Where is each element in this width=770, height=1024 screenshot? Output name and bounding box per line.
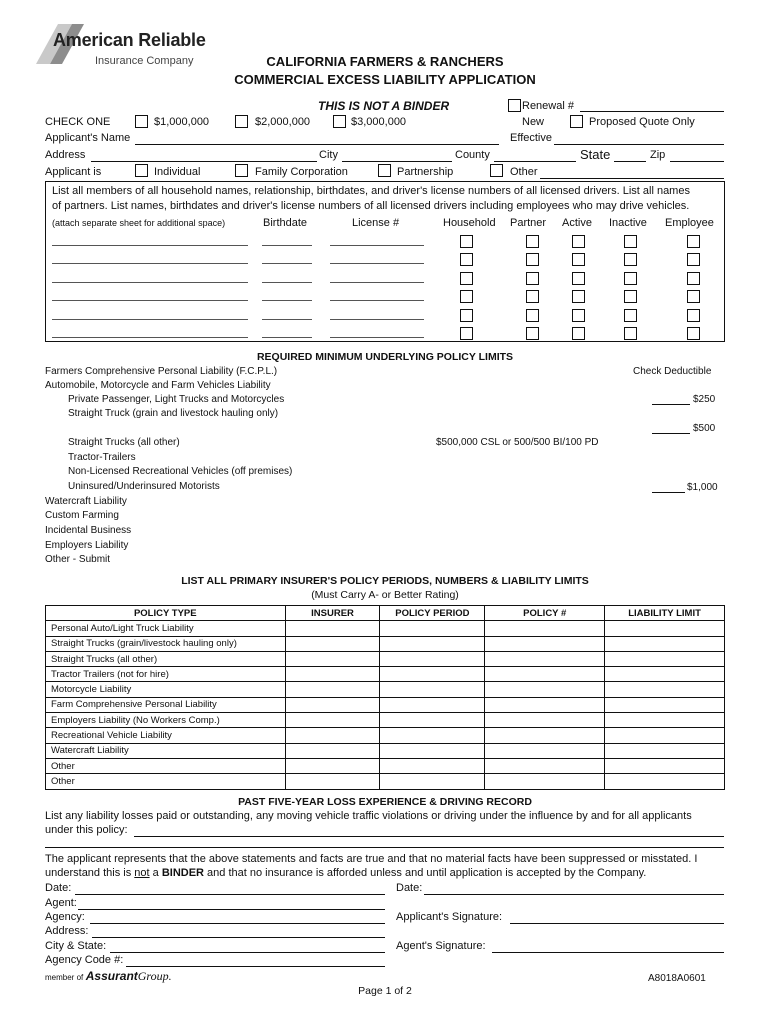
policy-period-cell[interactable]	[380, 697, 485, 712]
agent-field[interactable]	[78, 897, 385, 910]
uninsured-label: Uninsured/Underinsured Motorists	[68, 481, 220, 492]
applicant-name-field[interactable]	[135, 132, 499, 145]
insurer-cell[interactable]	[285, 697, 380, 712]
driver-household-checkbox[interactable]	[460, 235, 473, 248]
liability-limit-cell[interactable]	[605, 667, 725, 682]
agency-field[interactable]	[90, 911, 385, 924]
primary-subheading: (Must Carry A- or Better Rating)	[311, 589, 459, 601]
driver-active-checkbox[interactable]	[572, 327, 585, 340]
renewal-number-field[interactable]	[580, 99, 724, 112]
driver-birthdate-field[interactable]	[262, 282, 312, 283]
policy-type-cell: Straight Trucks (all other)	[46, 651, 286, 666]
city-state-field[interactable]	[110, 940, 385, 953]
liability-limit-cell[interactable]	[605, 651, 725, 666]
liability-limit-cell[interactable]	[605, 728, 725, 743]
applicant-name-label: Applicant's Name	[45, 132, 131, 144]
insurer-cell[interactable]	[285, 621, 380, 636]
driver-birthdate-field[interactable]	[262, 319, 312, 320]
policy-period-cell[interactable]	[380, 774, 485, 789]
agency-label: Agency:	[45, 911, 85, 923]
driver-employee-checkbox[interactable]	[687, 235, 700, 248]
underlying-heading: REQUIRED MINIMUM UNDERLYING POLICY LIMITS	[256, 351, 514, 363]
proposed-quote-checkbox[interactable]	[570, 115, 583, 128]
driver-active-checkbox[interactable]	[572, 272, 585, 285]
col-policy-number: POLICY #	[485, 606, 605, 621]
renewal-label: Renewal #	[522, 100, 574, 112]
county-field[interactable]	[494, 149, 576, 162]
table-row	[46, 713, 725, 728]
driver-license-field[interactable]	[330, 319, 424, 320]
driver-partner-checkbox[interactable]	[526, 235, 539, 248]
driver-household-checkbox[interactable]	[460, 290, 473, 303]
check-one-label: CHECK ONE	[45, 116, 111, 128]
driver-active-checkbox[interactable]	[572, 235, 585, 248]
effective-label: Effective	[510, 132, 552, 144]
check-deductible-label: Check Deductible	[633, 366, 712, 377]
policy-type-cell: Other	[46, 758, 286, 773]
insurer-cell[interactable]	[285, 682, 380, 697]
driver-license-field[interactable]	[330, 282, 424, 283]
driver-partner-checkbox[interactable]	[526, 253, 539, 266]
limit-3m-checkbox[interactable]	[333, 115, 346, 128]
agent-signature-label: Agent's Signature:	[396, 940, 486, 952]
applicant-signature-field[interactable]	[510, 911, 724, 924]
straight-other-label: Straight Trucks (all other)	[68, 437, 180, 448]
driver-household-checkbox[interactable]	[460, 309, 473, 322]
driver-name-field[interactable]	[52, 245, 248, 246]
insurer-cell[interactable]	[285, 774, 380, 789]
policy-period-cell[interactable]	[380, 651, 485, 666]
address-sig-field[interactable]	[92, 925, 385, 938]
policy-number-cell[interactable]	[485, 651, 605, 666]
table-row	[46, 636, 725, 651]
date-label: Date:	[45, 882, 72, 894]
agency-code-label: Agency Code #:	[45, 954, 124, 966]
assurant-logo: member of AssurantGroup.	[45, 969, 172, 983]
applicant-is-label: Applicant is	[45, 166, 102, 178]
liability-limit-cell[interactable]	[605, 774, 725, 789]
insurer-cell[interactable]	[285, 743, 380, 758]
policy-type-cell: Watercraft Liability	[46, 743, 286, 758]
liability-limit-cell[interactable]	[605, 743, 725, 758]
limit-1m-label: $1,000,000	[154, 116, 210, 128]
page-number: Page 1 of 2	[358, 985, 412, 997]
driver-name-field[interactable]	[52, 300, 248, 301]
drivers-col-license: License #	[352, 217, 400, 229]
liability-limit-cell[interactable]	[605, 636, 725, 651]
primary-insurer-table	[45, 605, 725, 790]
loss-text-1: List any liability losses paid or outstanding, any moving vehicle traffic violations or driving under the influence by and for all applicants	[45, 810, 692, 822]
driver-name-field[interactable]	[52, 319, 248, 320]
driver-birthdate-field[interactable]	[262, 245, 312, 246]
individual-label: Individual	[154, 166, 201, 178]
agent-label: Agent:	[45, 897, 77, 909]
driver-inactive-checkbox[interactable]	[624, 272, 637, 285]
insurer-cell[interactable]	[285, 713, 380, 728]
drivers-intro-2: of partners. List names, birthdates and driver's license numbers of all licensed drivers including employees who may drive vehicles.	[52, 200, 690, 212]
driver-inactive-checkbox[interactable]	[624, 327, 637, 340]
driver-license-field[interactable]	[330, 245, 424, 246]
driver-birthdate-field[interactable]	[262, 263, 312, 264]
fcpl-label: Farmers Comprehensive Personal Liability (F.C.P.L.)	[45, 366, 278, 377]
driver-active-checkbox[interactable]	[572, 309, 585, 322]
state-field[interactable]	[614, 149, 646, 162]
deductible-500-label: $500	[693, 423, 716, 434]
table-row	[46, 728, 725, 743]
policy-number-cell[interactable]	[485, 636, 605, 651]
policy-type-cell: Employers Liability (No Workers Comp.)	[46, 713, 286, 728]
address-sig-label: Address:	[45, 925, 89, 937]
incidental-business-label: Incidental Business	[45, 525, 132, 536]
table-row	[46, 697, 725, 712]
policy-period-cell[interactable]	[380, 758, 485, 773]
non-licensed-label: Non-Licensed Recreational Vehicles (off premises)	[68, 466, 293, 477]
other-entity-label: Other	[510, 166, 538, 178]
policy-type-cell: Farm Comprehensive Personal Liability	[46, 697, 286, 712]
driver-employee-checkbox[interactable]	[687, 290, 700, 303]
insurer-cell[interactable]	[285, 728, 380, 743]
partnership-label: Partnership	[397, 166, 454, 178]
state-label: State	[580, 147, 611, 162]
driver-active-checkbox[interactable]	[572, 290, 585, 303]
driver-household-checkbox[interactable]	[460, 253, 473, 266]
limit-3m-label: $3,000,000	[351, 116, 407, 128]
policy-period-cell[interactable]	[380, 728, 485, 743]
logo-name: American Reliable	[53, 30, 206, 50]
policy-number-cell[interactable]	[485, 682, 605, 697]
driver-partner-checkbox[interactable]	[526, 272, 539, 285]
family-corp-label: Family Corporation	[255, 166, 348, 178]
statement-line-1: The applicant represents that the above statements and facts are true and that no material facts have been suppressed or misstated. I	[45, 853, 698, 865]
insurer-cell[interactable]	[285, 758, 380, 773]
policy-type-cell: Personal Auto/Light Truck Liability	[46, 621, 286, 636]
not-binder-notice: THIS IS NOT A BINDER	[318, 99, 450, 113]
city-field[interactable]	[342, 149, 452, 162]
policy-type-cell: Recreational Vehicle Liability	[46, 728, 286, 743]
policy-period-cell[interactable]	[380, 667, 485, 682]
auto-label: Automobile, Motorcycle and Farm Vehicles Liability	[45, 380, 271, 391]
policy-number-cell[interactable]	[485, 774, 605, 789]
zip-field[interactable]	[670, 149, 724, 162]
drivers-col-name: (attach separate sheet for additional space)	[52, 218, 226, 228]
policy-period-cell[interactable]	[380, 621, 485, 636]
drivers-col-household: Household	[443, 217, 496, 229]
agency-code-field[interactable]	[126, 954, 385, 967]
liability-limit-cell[interactable]	[605, 697, 725, 712]
date-right-label: Date:	[396, 882, 423, 894]
table-row	[46, 651, 725, 666]
address-label: Address	[45, 149, 86, 161]
drivers-col-employee: Employee	[665, 217, 714, 229]
other-entity-checkbox[interactable]	[490, 164, 503, 177]
partnership-checkbox[interactable]	[378, 164, 391, 177]
table-row	[46, 743, 725, 758]
csl-limit-label: $500,000 CSL or 500/500 BI/100 PD	[436, 437, 599, 448]
policy-number-cell[interactable]	[485, 621, 605, 636]
custom-farming-label: Custom Farming	[45, 510, 119, 521]
form-title-line2: COMMERCIAL EXCESS LIABILITY APPLICATION	[234, 72, 536, 87]
driver-employee-checkbox[interactable]	[687, 309, 700, 322]
driver-license-field[interactable]	[330, 300, 424, 301]
table-row	[46, 621, 725, 636]
loss-heading: PAST FIVE-YEAR LOSS EXPERIENCE & DRIVING RECORD	[238, 796, 532, 808]
address-field[interactable]	[91, 149, 317, 162]
deductible-1000-label: $1,000	[687, 482, 718, 493]
policy-period-cell[interactable]	[380, 743, 485, 758]
col-liability-limit: LIABILITY LIMIT	[605, 606, 725, 621]
driver-employee-checkbox[interactable]	[687, 327, 700, 340]
private-passenger-label: Private Passenger, Light Trucks and Motorcycles	[68, 394, 285, 405]
date-right-field[interactable]	[424, 882, 724, 895]
employers-liability-label: Employers Liability	[45, 540, 129, 551]
renewal-checkbox[interactable]	[508, 99, 521, 112]
policy-period-cell[interactable]	[380, 713, 485, 728]
watercraft-label: Watercraft Liability	[45, 496, 127, 507]
zip-label: Zip	[650, 149, 666, 161]
table-row	[46, 667, 725, 682]
col-policy-period: POLICY PERIOD	[380, 606, 485, 621]
deductible-250-label: $250	[693, 394, 716, 405]
drivers-col-partner: Partner	[510, 217, 547, 229]
insurer-cell[interactable]	[285, 667, 380, 682]
driver-partner-checkbox[interactable]	[526, 309, 539, 322]
statement-line-2: understand this is not a BINDER and that no insurance is afforded unless and until application is accepted by the Company.	[45, 867, 647, 879]
policy-period-cell[interactable]	[380, 636, 485, 651]
date-field[interactable]	[75, 882, 385, 895]
proposed-quote-label: Proposed Quote Only	[589, 116, 695, 128]
driver-name-field[interactable]	[52, 282, 248, 283]
other-entity-field[interactable]	[540, 166, 724, 179]
policy-number-cell[interactable]	[485, 728, 605, 743]
driver-partner-checkbox[interactable]	[526, 327, 539, 340]
county-label: County	[455, 149, 490, 161]
liability-limit-cell[interactable]	[605, 682, 725, 697]
form-code: A8018A0601	[648, 973, 706, 984]
policy-number-cell[interactable]	[485, 758, 605, 773]
driver-license-field[interactable]	[330, 263, 424, 264]
driver-inactive-checkbox[interactable]	[624, 235, 637, 248]
insurer-cell[interactable]	[285, 636, 380, 651]
drivers-col-active: Active	[562, 217, 592, 229]
effective-date-field[interactable]	[554, 132, 724, 145]
liability-limit-cell[interactable]	[605, 758, 725, 773]
driver-employee-checkbox[interactable]	[687, 253, 700, 266]
applicant-signature-label: Applicant's Signature:	[396, 911, 503, 923]
deductible-1000-field[interactable]	[652, 481, 685, 493]
agent-signature-field[interactable]	[492, 940, 724, 953]
limit-2m-checkbox[interactable]	[235, 115, 248, 128]
policy-number-cell[interactable]	[485, 697, 605, 712]
driver-name-field[interactable]	[52, 337, 248, 338]
col-policy-type: POLICY TYPE	[46, 606, 286, 621]
liability-limit-cell[interactable]	[605, 713, 725, 728]
driver-employee-checkbox[interactable]	[687, 272, 700, 285]
tractor-trailers-label: Tractor-Trailers	[68, 452, 136, 463]
limit-2m-label: $2,000,000	[255, 116, 311, 128]
driver-license-field[interactable]	[330, 337, 424, 338]
loss-field-line-1[interactable]	[134, 824, 724, 837]
new-label: New	[522, 116, 545, 128]
driver-name-field[interactable]	[52, 263, 248, 264]
policy-number-cell[interactable]	[485, 743, 605, 758]
driver-birthdate-field[interactable]	[262, 300, 312, 301]
straight-grain-label: Straight Truck (grain and livestock hauling only)	[68, 408, 279, 419]
drivers-col-birthdate: Birthdate	[263, 217, 308, 229]
table-header-row	[46, 606, 725, 621]
insurer-cell[interactable]	[285, 651, 380, 666]
primary-heading: LIST ALL PRIMARY INSURER'S POLICY PERIODS, NUMBERS & LIABILITY LIMITS	[181, 575, 589, 587]
driver-inactive-checkbox[interactable]	[624, 253, 637, 266]
driver-partner-checkbox[interactable]	[526, 290, 539, 303]
individual-checkbox[interactable]	[135, 164, 148, 177]
driver-birthdate-field[interactable]	[262, 337, 312, 338]
driver-inactive-checkbox[interactable]	[624, 290, 637, 303]
deductible-250-field[interactable]	[652, 393, 690, 405]
form-title-line1: CALIFORNIA FARMERS & RANCHERS	[266, 54, 504, 69]
city-label: City	[319, 149, 338, 161]
table-row	[46, 758, 725, 773]
logo-sub: Insurance Company	[95, 55, 194, 67]
policy-number-cell[interactable]	[485, 667, 605, 682]
loss-text-2: under this policy:	[45, 824, 128, 836]
liability-limit-cell[interactable]	[605, 621, 725, 636]
driver-household-checkbox[interactable]	[460, 327, 473, 340]
deductible-500-field[interactable]	[652, 422, 690, 434]
loss-field-line-2[interactable]	[45, 838, 724, 848]
policy-type-cell: Other	[46, 774, 286, 789]
policy-type-cell: Straight Trucks (grain/livestock hauling only)	[46, 636, 286, 651]
policy-type-cell: Motorcycle Liability	[46, 682, 286, 697]
table-row	[46, 682, 725, 697]
driver-household-checkbox[interactable]	[460, 272, 473, 285]
limit-1m-checkbox[interactable]	[135, 115, 148, 128]
policy-number-cell[interactable]	[485, 713, 605, 728]
city-state-label: City & State:	[45, 940, 107, 952]
other-submit-label: Other - Submit	[45, 554, 111, 565]
driver-active-checkbox[interactable]	[572, 253, 585, 266]
driver-inactive-checkbox[interactable]	[624, 309, 637, 322]
drivers-col-inactive: Inactive	[609, 217, 647, 229]
drivers-intro-1: List all members of all household names, relationship, birthdates, and driver's license numbers of all licensed drivers. List all names	[52, 185, 690, 197]
policy-period-cell[interactable]	[380, 682, 485, 697]
col-insurer: INSURER	[285, 606, 380, 621]
table-row	[46, 774, 725, 789]
policy-type-cell: Tractor Trailers (not for hire)	[46, 667, 286, 682]
family-corp-checkbox[interactable]	[235, 164, 248, 177]
